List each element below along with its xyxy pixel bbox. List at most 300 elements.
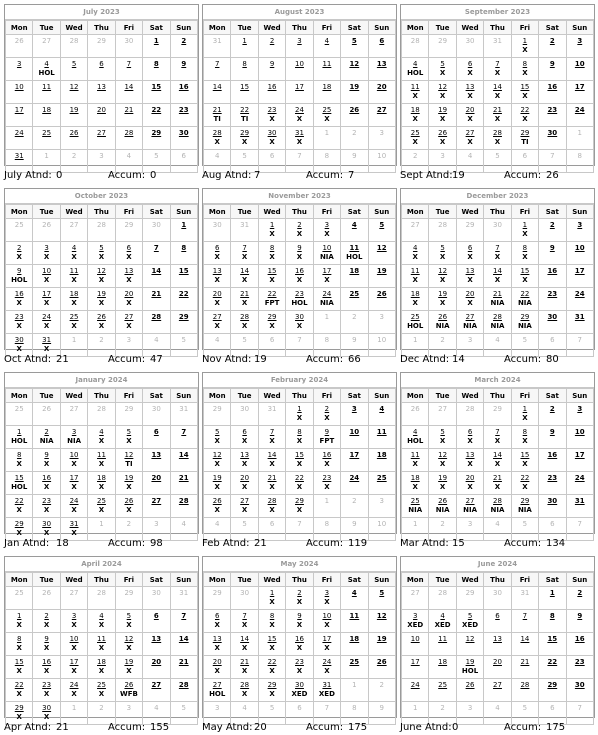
day-cell[interactable]: [484, 242, 511, 265]
day-cell[interactable]: [143, 633, 170, 656]
day-cell[interactable]: [6, 288, 33, 311]
day-cell[interactable]: [429, 449, 456, 472]
day-cell[interactable]: [204, 633, 231, 656]
day-cell[interactable]: [368, 633, 395, 656]
day-cell[interactable]: [402, 104, 429, 127]
day-cell[interactable]: [231, 265, 258, 288]
day-cell[interactable]: [60, 656, 87, 679]
day-cell[interactable]: [88, 449, 115, 472]
day-cell[interactable]: [511, 610, 538, 633]
day-cell[interactable]: [511, 472, 538, 495]
day-cell[interactable]: [6, 495, 33, 518]
day-cell[interactable]: [566, 656, 593, 679]
day-cell[interactable]: [170, 426, 197, 449]
day-cell[interactable]: [143, 242, 170, 265]
day-cell[interactable]: [33, 495, 60, 518]
day-cell[interactable]: [88, 633, 115, 656]
day-cell[interactable]: [402, 656, 429, 679]
day-cell[interactable]: [231, 610, 258, 633]
day-cell[interactable]: [286, 426, 313, 449]
day-cell[interactable]: [566, 288, 593, 311]
day-cell[interactable]: [88, 656, 115, 679]
day-cell[interactable]: [204, 426, 231, 449]
day-cell[interactable]: [313, 449, 340, 472]
day-cell[interactable]: [368, 242, 395, 265]
day-cell[interactable]: [429, 242, 456, 265]
day-cell[interactable]: [60, 242, 87, 265]
day-cell[interactable]: [456, 311, 483, 334]
day-cell[interactable]: [231, 495, 258, 518]
day-cell[interactable]: [143, 127, 170, 150]
day-cell[interactable]: [429, 81, 456, 104]
day-cell[interactable]: [484, 495, 511, 518]
day-cell[interactable]: [6, 242, 33, 265]
day-cell[interactable]: [368, 656, 395, 679]
day-cell[interactable]: [484, 656, 511, 679]
day-cell[interactable]: [286, 265, 313, 288]
day-cell[interactable]: [429, 311, 456, 334]
day-cell[interactable]: [511, 58, 538, 81]
day-cell[interactable]: [484, 426, 511, 449]
day-cell[interactable]: [231, 288, 258, 311]
day-cell[interactable]: [402, 311, 429, 334]
day-cell[interactable]: [566, 104, 593, 127]
day-cell[interactable]: [511, 104, 538, 127]
day-cell[interactable]: [539, 495, 566, 518]
day-cell[interactable]: [456, 679, 483, 702]
day-cell[interactable]: [313, 633, 340, 656]
day-cell[interactable]: [456, 610, 483, 633]
day-cell[interactable]: [33, 633, 60, 656]
day-cell[interactable]: [204, 656, 231, 679]
day-cell[interactable]: [511, 633, 538, 656]
day-cell[interactable]: [456, 265, 483, 288]
day-cell[interactable]: [60, 58, 87, 81]
day-cell[interactable]: [33, 311, 60, 334]
day-cell[interactable]: [484, 265, 511, 288]
day-cell[interactable]: [204, 311, 231, 334]
day-cell[interactable]: [6, 426, 33, 449]
day-cell[interactable]: [33, 288, 60, 311]
day-cell[interactable]: [115, 449, 142, 472]
day-cell[interactable]: [286, 242, 313, 265]
day-cell[interactable]: [88, 242, 115, 265]
day-cell[interactable]: [402, 426, 429, 449]
day-cell[interactable]: [402, 265, 429, 288]
day-cell[interactable]: [231, 472, 258, 495]
day-cell[interactable]: [368, 219, 395, 242]
day-cell[interactable]: [115, 58, 142, 81]
day-cell[interactable]: [566, 403, 593, 426]
day-cell[interactable]: [204, 81, 231, 104]
day-cell[interactable]: [258, 426, 285, 449]
day-cell[interactable]: [115, 81, 142, 104]
day-cell[interactable]: [566, 219, 593, 242]
day-cell[interactable]: [143, 610, 170, 633]
day-cell[interactable]: [402, 81, 429, 104]
day-cell[interactable]: [456, 449, 483, 472]
day-cell[interactable]: [258, 81, 285, 104]
day-cell[interactable]: [258, 104, 285, 127]
day-cell[interactable]: [286, 610, 313, 633]
day-cell[interactable]: [402, 472, 429, 495]
day-cell[interactable]: [402, 610, 429, 633]
day-cell[interactable]: [258, 495, 285, 518]
day-cell[interactable]: [33, 104, 60, 127]
day-cell[interactable]: [115, 311, 142, 334]
day-cell[interactable]: [539, 679, 566, 702]
day-cell[interactable]: [539, 104, 566, 127]
day-cell[interactable]: [341, 403, 368, 426]
day-cell[interactable]: [313, 288, 340, 311]
day-cell[interactable]: [402, 633, 429, 656]
day-cell[interactable]: [429, 495, 456, 518]
day-cell[interactable]: [539, 288, 566, 311]
day-cell[interactable]: [60, 449, 87, 472]
day-cell[interactable]: [341, 219, 368, 242]
day-cell[interactable]: [143, 288, 170, 311]
day-cell[interactable]: [368, 265, 395, 288]
day-cell[interactable]: [511, 403, 538, 426]
day-cell[interactable]: [143, 472, 170, 495]
day-cell[interactable]: [539, 242, 566, 265]
day-cell[interactable]: [231, 58, 258, 81]
day-cell[interactable]: [368, 58, 395, 81]
day-cell[interactable]: [402, 495, 429, 518]
day-cell[interactable]: [429, 58, 456, 81]
day-cell[interactable]: [456, 288, 483, 311]
day-cell[interactable]: [170, 219, 197, 242]
day-cell[interactable]: [484, 449, 511, 472]
day-cell[interactable]: [258, 311, 285, 334]
day-cell[interactable]: [368, 35, 395, 58]
day-cell[interactable]: [115, 472, 142, 495]
day-cell[interactable]: [231, 104, 258, 127]
day-cell[interactable]: [539, 633, 566, 656]
day-cell[interactable]: [456, 58, 483, 81]
day-cell[interactable]: [341, 633, 368, 656]
day-cell[interactable]: [204, 265, 231, 288]
day-cell[interactable]: [33, 58, 60, 81]
day-cell[interactable]: [429, 104, 456, 127]
day-cell[interactable]: [88, 265, 115, 288]
day-cell[interactable]: [286, 403, 313, 426]
day-cell[interactable]: [115, 656, 142, 679]
day-cell[interactable]: [511, 656, 538, 679]
day-cell[interactable]: [258, 679, 285, 702]
day-cell[interactable]: [511, 127, 538, 150]
day-cell[interactable]: [170, 104, 197, 127]
day-cell[interactable]: [484, 104, 511, 127]
day-cell[interactable]: [566, 81, 593, 104]
day-cell[interactable]: [286, 219, 313, 242]
day-cell[interactable]: [60, 311, 87, 334]
day-cell[interactable]: [204, 288, 231, 311]
day-cell[interactable]: [143, 81, 170, 104]
day-cell[interactable]: [313, 219, 340, 242]
day-cell[interactable]: [231, 426, 258, 449]
day-cell[interactable]: [286, 104, 313, 127]
day-cell[interactable]: [170, 311, 197, 334]
day-cell[interactable]: [566, 610, 593, 633]
day-cell[interactable]: [88, 472, 115, 495]
day-cell[interactable]: [143, 679, 170, 702]
day-cell[interactable]: [170, 495, 197, 518]
day-cell[interactable]: [511, 81, 538, 104]
day-cell[interactable]: [115, 495, 142, 518]
day-cell[interactable]: [88, 311, 115, 334]
day-cell[interactable]: [456, 656, 483, 679]
day-cell[interactable]: [539, 426, 566, 449]
day-cell[interactable]: [231, 311, 258, 334]
day-cell[interactable]: [60, 265, 87, 288]
day-cell[interactable]: [484, 58, 511, 81]
day-cell[interactable]: [258, 587, 285, 610]
day-cell[interactable]: [33, 679, 60, 702]
day-cell[interactable]: [143, 495, 170, 518]
day-cell[interactable]: [313, 35, 340, 58]
day-cell[interactable]: [170, 35, 197, 58]
day-cell[interactable]: [286, 288, 313, 311]
day-cell[interactable]: [539, 610, 566, 633]
day-cell[interactable]: [402, 679, 429, 702]
day-cell[interactable]: [60, 472, 87, 495]
day-cell[interactable]: [484, 311, 511, 334]
day-cell[interactable]: [286, 679, 313, 702]
day-cell[interactable]: [170, 610, 197, 633]
day-cell[interactable]: [313, 587, 340, 610]
day-cell[interactable]: [6, 472, 33, 495]
day-cell[interactable]: [258, 449, 285, 472]
day-cell[interactable]: [341, 35, 368, 58]
day-cell[interactable]: [258, 127, 285, 150]
day-cell[interactable]: [33, 265, 60, 288]
day-cell[interactable]: [204, 472, 231, 495]
day-cell[interactable]: [33, 610, 60, 633]
day-cell[interactable]: [313, 104, 340, 127]
day-cell[interactable]: [539, 403, 566, 426]
day-cell[interactable]: [115, 127, 142, 150]
day-cell[interactable]: [60, 426, 87, 449]
day-cell[interactable]: [368, 81, 395, 104]
day-cell[interactable]: [258, 35, 285, 58]
day-cell[interactable]: [6, 104, 33, 127]
day-cell[interactable]: [6, 81, 33, 104]
day-cell[interactable]: [33, 242, 60, 265]
day-cell[interactable]: [60, 104, 87, 127]
day-cell[interactable]: [511, 449, 538, 472]
day-cell[interactable]: [143, 265, 170, 288]
day-cell[interactable]: [170, 81, 197, 104]
day-cell[interactable]: [456, 426, 483, 449]
day-cell[interactable]: [368, 472, 395, 495]
day-cell[interactable]: [115, 242, 142, 265]
day-cell[interactable]: [511, 679, 538, 702]
day-cell[interactable]: [402, 288, 429, 311]
day-cell[interactable]: [258, 265, 285, 288]
day-cell[interactable]: [566, 265, 593, 288]
day-cell[interactable]: [231, 633, 258, 656]
day-cell[interactable]: [88, 495, 115, 518]
day-cell[interactable]: [204, 58, 231, 81]
day-cell[interactable]: [286, 35, 313, 58]
day-cell[interactable]: [566, 472, 593, 495]
day-cell[interactable]: [511, 426, 538, 449]
day-cell[interactable]: [368, 288, 395, 311]
day-cell[interactable]: [456, 472, 483, 495]
day-cell[interactable]: [33, 449, 60, 472]
day-cell[interactable]: [88, 426, 115, 449]
day-cell[interactable]: [258, 242, 285, 265]
day-cell[interactable]: [429, 288, 456, 311]
day-cell[interactable]: [539, 81, 566, 104]
day-cell[interactable]: [341, 610, 368, 633]
day-cell[interactable]: [313, 656, 340, 679]
day-cell[interactable]: [286, 495, 313, 518]
day-cell[interactable]: [539, 58, 566, 81]
day-cell[interactable]: [143, 426, 170, 449]
day-cell[interactable]: [341, 656, 368, 679]
day-cell[interactable]: [402, 449, 429, 472]
day-cell[interactable]: [231, 81, 258, 104]
day-cell[interactable]: [429, 127, 456, 150]
day-cell[interactable]: [286, 311, 313, 334]
day-cell[interactable]: [429, 472, 456, 495]
day-cell[interactable]: [313, 58, 340, 81]
day-cell[interactable]: [539, 265, 566, 288]
day-cell[interactable]: [258, 472, 285, 495]
day-cell[interactable]: [60, 679, 87, 702]
day-cell[interactable]: [170, 656, 197, 679]
day-cell[interactable]: [33, 426, 60, 449]
day-cell[interactable]: [258, 219, 285, 242]
day-cell[interactable]: [341, 242, 368, 265]
day-cell[interactable]: [456, 104, 483, 127]
day-cell[interactable]: [539, 587, 566, 610]
day-cell[interactable]: [539, 472, 566, 495]
day-cell[interactable]: [484, 633, 511, 656]
day-cell[interactable]: [143, 656, 170, 679]
day-cell[interactable]: [6, 265, 33, 288]
day-cell[interactable]: [258, 633, 285, 656]
day-cell[interactable]: [456, 633, 483, 656]
day-cell[interactable]: [368, 449, 395, 472]
day-cell[interactable]: [33, 656, 60, 679]
day-cell[interactable]: [115, 633, 142, 656]
day-cell[interactable]: [286, 127, 313, 150]
day-cell[interactable]: [286, 472, 313, 495]
day-cell[interactable]: [88, 127, 115, 150]
day-cell[interactable]: [429, 265, 456, 288]
day-cell[interactable]: [429, 426, 456, 449]
day-cell[interactable]: [231, 127, 258, 150]
day-cell[interactable]: [115, 610, 142, 633]
day-cell[interactable]: [429, 633, 456, 656]
day-cell[interactable]: [6, 633, 33, 656]
day-cell[interactable]: [539, 449, 566, 472]
day-cell[interactable]: [231, 449, 258, 472]
day-cell[interactable]: [539, 311, 566, 334]
day-cell[interactable]: [484, 81, 511, 104]
day-cell[interactable]: [313, 426, 340, 449]
day-cell[interactable]: [88, 104, 115, 127]
day-cell[interactable]: [6, 449, 33, 472]
day-cell[interactable]: [204, 104, 231, 127]
day-cell[interactable]: [456, 127, 483, 150]
day-cell[interactable]: [88, 610, 115, 633]
day-cell[interactable]: [341, 587, 368, 610]
day-cell[interactable]: [6, 656, 33, 679]
day-cell[interactable]: [429, 610, 456, 633]
day-cell[interactable]: [258, 656, 285, 679]
day-cell[interactable]: [6, 679, 33, 702]
day-cell[interactable]: [231, 242, 258, 265]
day-cell[interactable]: [231, 656, 258, 679]
day-cell[interactable]: [170, 449, 197, 472]
day-cell[interactable]: [341, 265, 368, 288]
day-cell[interactable]: [511, 35, 538, 58]
day-cell[interactable]: [60, 633, 87, 656]
day-cell[interactable]: [143, 104, 170, 127]
day-cell[interactable]: [402, 242, 429, 265]
day-cell[interactable]: [313, 242, 340, 265]
day-cell[interactable]: [539, 219, 566, 242]
day-cell[interactable]: [204, 679, 231, 702]
day-cell[interactable]: [566, 35, 593, 58]
day-cell[interactable]: [204, 242, 231, 265]
day-cell[interactable]: [429, 679, 456, 702]
day-cell[interactable]: [170, 633, 197, 656]
day-cell[interactable]: [204, 449, 231, 472]
day-cell[interactable]: [313, 472, 340, 495]
day-cell[interactable]: [511, 265, 538, 288]
day-cell[interactable]: [511, 288, 538, 311]
day-cell[interactable]: [286, 58, 313, 81]
day-cell[interactable]: [313, 403, 340, 426]
day-cell[interactable]: [566, 633, 593, 656]
day-cell[interactable]: [511, 311, 538, 334]
day-cell[interactable]: [511, 495, 538, 518]
day-cell[interactable]: [341, 104, 368, 127]
day-cell[interactable]: [33, 81, 60, 104]
day-cell[interactable]: [115, 265, 142, 288]
day-cell[interactable]: [341, 472, 368, 495]
day-cell[interactable]: [143, 449, 170, 472]
day-cell[interactable]: [204, 610, 231, 633]
day-cell[interactable]: [115, 679, 142, 702]
day-cell[interactable]: [484, 472, 511, 495]
day-cell[interactable]: [566, 495, 593, 518]
day-cell[interactable]: [511, 219, 538, 242]
day-cell[interactable]: [566, 242, 593, 265]
day-cell[interactable]: [170, 679, 197, 702]
day-cell[interactable]: [429, 656, 456, 679]
day-cell[interactable]: [231, 35, 258, 58]
day-cell[interactable]: [313, 265, 340, 288]
day-cell[interactable]: [566, 449, 593, 472]
day-cell[interactable]: [60, 127, 87, 150]
day-cell[interactable]: [6, 610, 33, 633]
day-cell[interactable]: [484, 610, 511, 633]
day-cell[interactable]: [341, 81, 368, 104]
day-cell[interactable]: [170, 127, 197, 150]
day-cell[interactable]: [170, 242, 197, 265]
day-cell[interactable]: [566, 58, 593, 81]
day-cell[interactable]: [143, 58, 170, 81]
day-cell[interactable]: [456, 242, 483, 265]
day-cell[interactable]: [60, 610, 87, 633]
day-cell[interactable]: [88, 81, 115, 104]
